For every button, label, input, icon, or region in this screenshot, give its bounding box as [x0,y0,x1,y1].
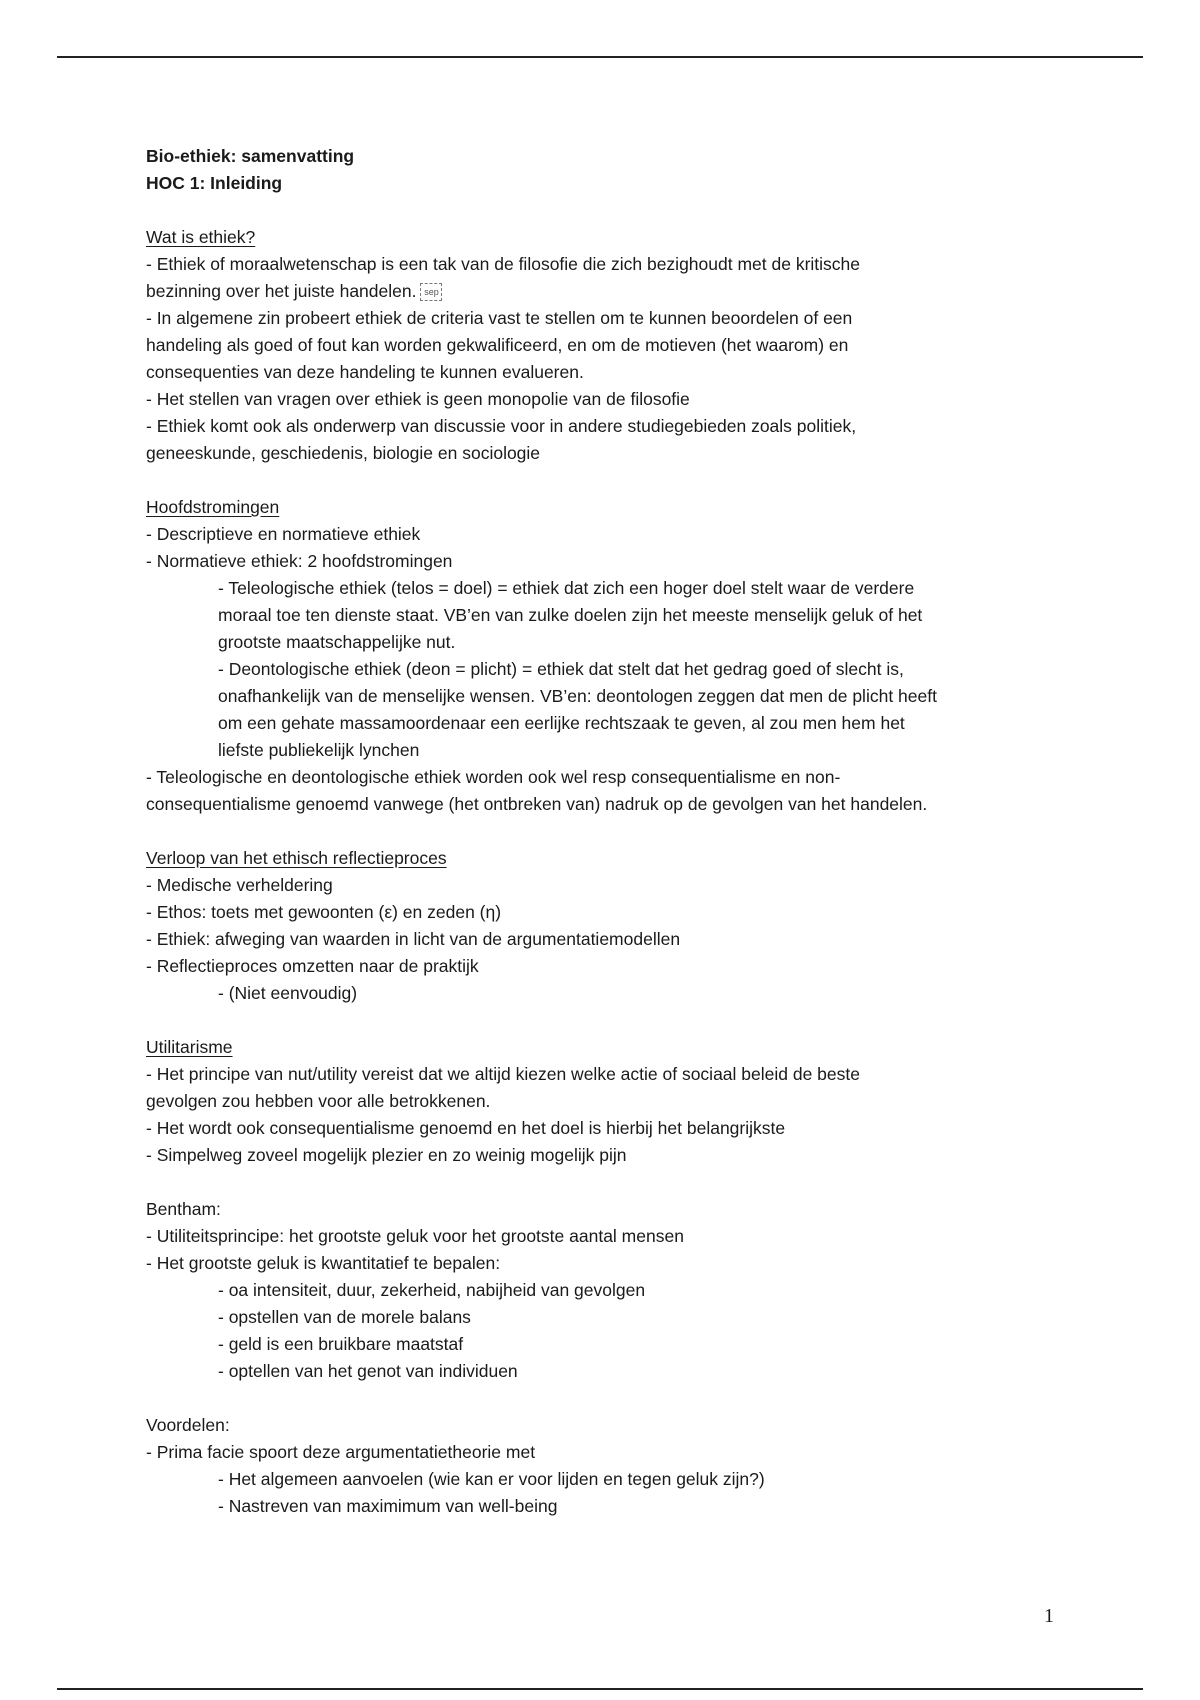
indented-line: - Teleologische ethiek (telos = doel) = ethiek dat zich een hoger doel stelt waar de verdere [218,578,915,598]
text-line: gevolgen zou hebben voor alle betrokkenen. [146,1091,491,1111]
indented-line: - geld is een bruikbare maatstaf [218,1334,464,1354]
page-number: 1 [1044,1605,1054,1627]
indented-line: onafhankelijk van de menselijke wensen. VB’en: deontologen zeggen dat men de plicht heeft [218,686,937,706]
text-line: - In algemene zin probeert ethiek de criteria vast te stellen om te kunnen beoordelen of een [146,308,853,328]
indented-line: - optellen van het genot van individuen [218,1361,518,1381]
section-heading-wat-is-ethiek: Wat is ethiek? [146,227,256,247]
indented-line: - Het algemeen aanvoelen (wie kan er voor lijden en tegen geluk zijn?) [218,1469,765,1489]
text-line: - Het wordt ook consequentialisme genoemd en het doel is hierbij het belangrijkste [146,1118,786,1138]
text-line: - Prima facie spoort deze argumentatietheorie met [146,1442,536,1462]
separator-placeholder-icon: sep [420,283,442,301]
text-line: - Het grootste geluk is kwantitatief te bepalen: [146,1253,501,1273]
indented-line: grootste maatschappelijke nut. [218,632,456,652]
section-heading-voordelen: Voordelen: [146,1415,230,1435]
text-line: - Ethiek of moraalwetenschap is een tak van de filosofie die zich bezighoudt met de kritische [146,254,860,274]
text-line: handeling als goed of fout kan worden gekwalificeerd, en om de motieven (het waarom) en [146,335,849,355]
indented-line: liefste publiekelijk lynchen [218,740,420,760]
text-line: - Medische verheldering [146,875,333,895]
text-line: consequenties van deze handeling te kunnen evalueren. [146,362,584,382]
indented-line: - Nastreven van maximimum van well-being [218,1496,558,1516]
indented-line: - (Niet eenvoudig) [218,983,358,1003]
document-subtitle: HOC 1: Inleiding [146,173,283,193]
section-heading-utilitarisme: Utilitarisme [146,1037,233,1057]
top-rule [57,56,1143,58]
text-line: - Ethiek komt ook als onderwerp van discussie voor in andere studiegebieden zoals politiek, [146,416,857,436]
document-title: Bio-ethiek: samenvatting [146,146,355,166]
text-line: - Ethos: toets met gewoonten (ε) en zeden (η) [146,902,502,922]
text-line: - Reflectieproces omzetten naar de praktijk [146,956,479,976]
text-line: - Descriptieve en normatieve ethiek [146,524,421,544]
text-line: - Het principe van nut/utility vereist dat we altijd kiezen welke actie of sociaal beleid de beste [146,1064,860,1084]
indented-line: - oa intensiteit, duur, zekerheid, nabijheid van gevolgen [218,1280,646,1300]
text-line: - Ethiek: afweging van waarden in licht van de argumentatiemodellen [146,929,681,949]
bottom-rule [57,1688,1143,1690]
indented-line: om een gehate massamoordenaar een eerlijke rechtszaak te geven, al zou men hem het [218,713,905,733]
text-line: consequentialisme genoemd vanwege (het ontbreken van) nadruk op de gevolgen van het handelen. [146,794,928,814]
text-line: - Het stellen van vragen over ethiek is geen monopolie van de filosofie [146,389,690,409]
text-line: - Teleologische en deontologische ethiek worden ook wel resp consequentialisme en non- [146,767,841,787]
section-heading-bentham: Bentham: [146,1199,221,1219]
indented-line: moraal toe ten dienste staat. VB’en van zulke doelen zijn het meeste menselijk geluk of het [218,605,923,625]
text-line: geneeskunde, geschiedenis, biologie en sociologie [146,443,541,463]
indented-line: - opstellen van de morele balans [218,1307,471,1327]
section-heading-reflectieproces: Verloop van het ethisch reflectieproces [146,848,447,868]
text-line: - Utiliteitsprincipe: het grootste geluk voor het grootste aantal mensen [146,1226,684,1246]
indented-line: - Deontologische ethiek (deon = plicht) = ethiek dat stelt dat het gedrag goed of slecht is, [218,659,904,679]
text-line: - Simpelweg zoveel mogelijk plezier en zo weinig mogelijk pijn [146,1145,627,1165]
document-body [146,143,1096,1520]
text-line: - Normatieve ethiek: 2 hoofdstromingen [146,551,453,571]
section-heading-hoofdstromingen: Hoofdstromingen [146,497,280,517]
text-line: bezinning over het juiste handelen. sep [146,278,1096,305]
